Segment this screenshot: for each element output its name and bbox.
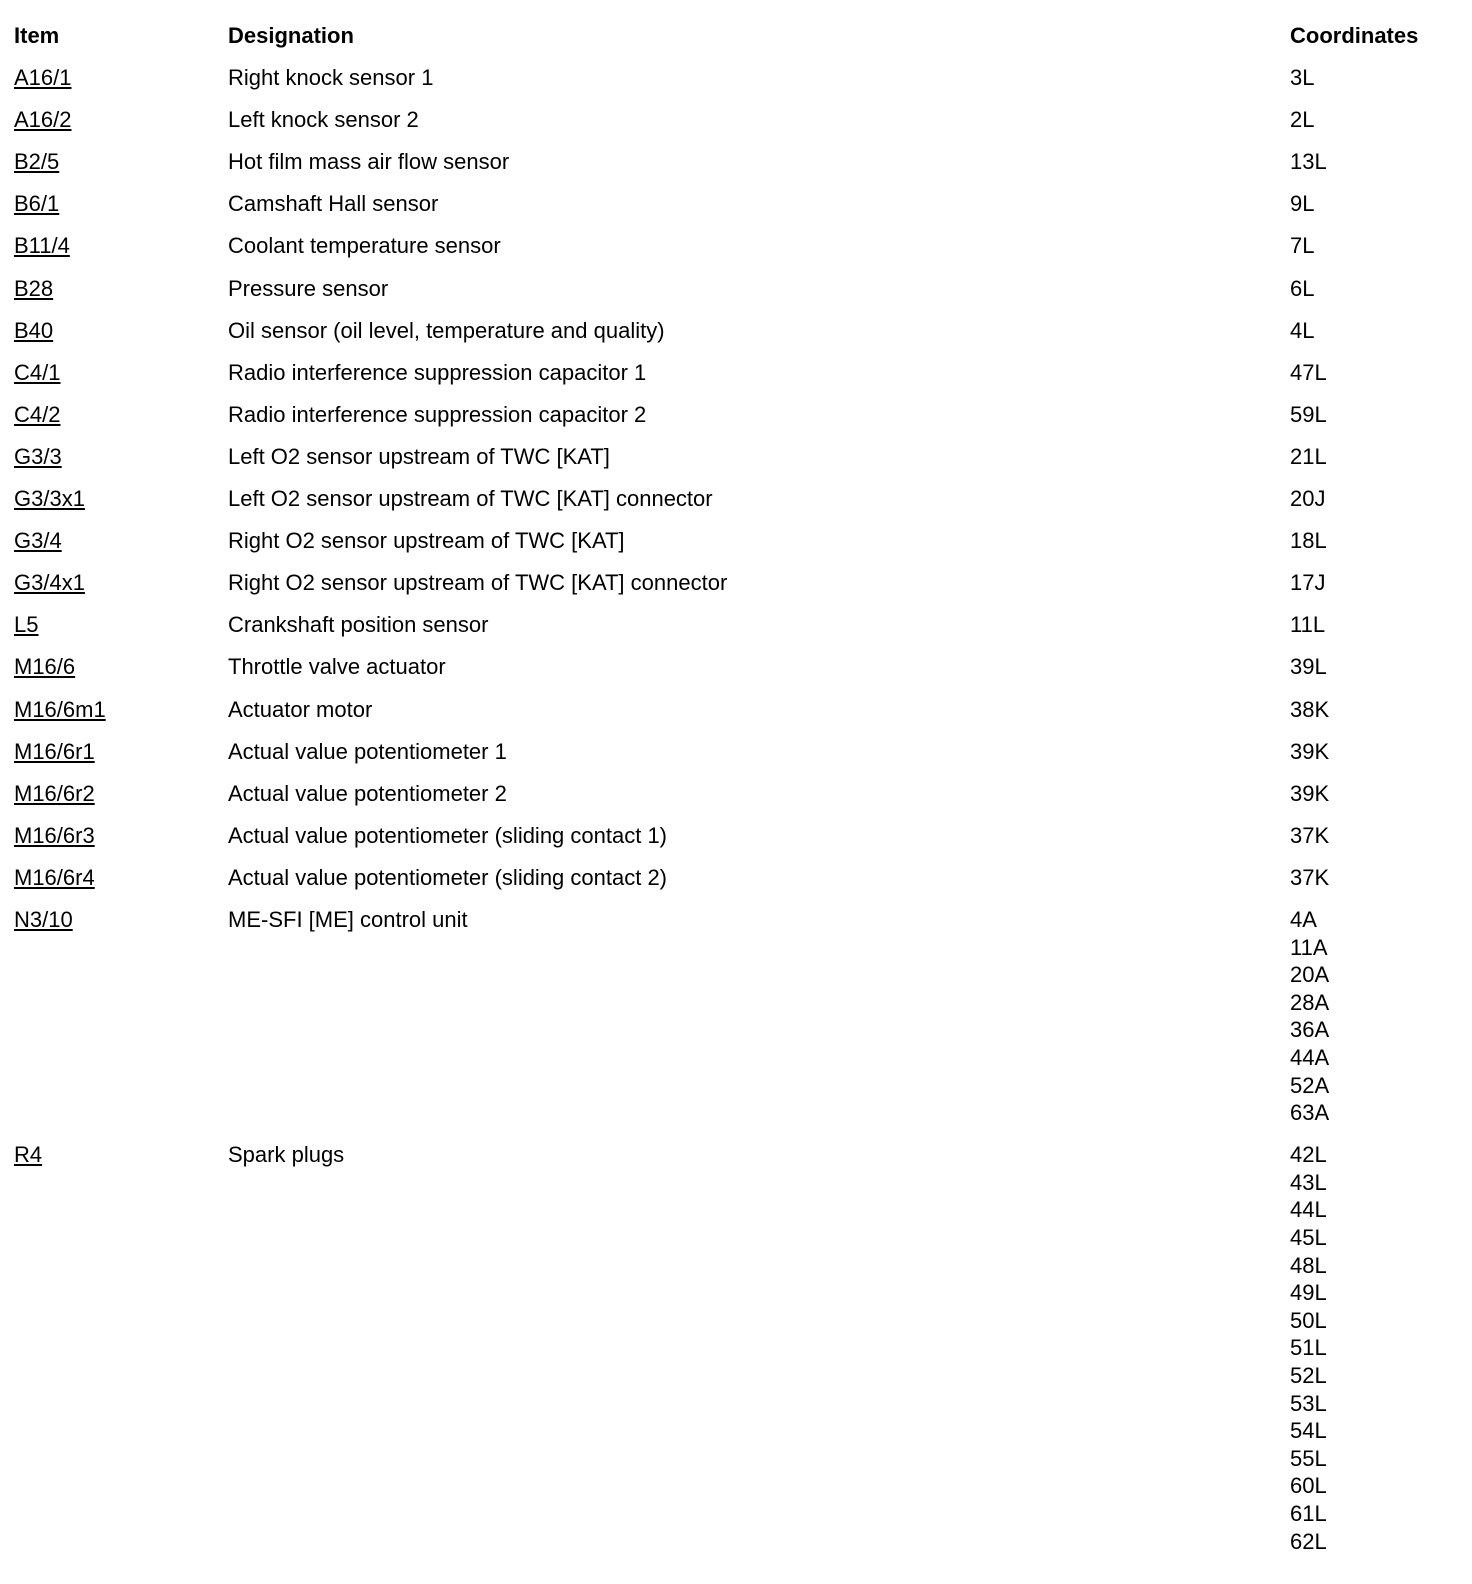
coordinate-value: 13L: [1290, 149, 1327, 175]
item-link[interactable]: B2/5: [14, 149, 60, 175]
designation-text: Camshaft Hall sensor: [228, 191, 439, 217]
designation-text: Right O2 sensor upstream of TWC [KAT] connector: [228, 570, 728, 596]
coordinate-value: 47L: [1290, 359, 1327, 385]
item-link[interactable]: L5: [14, 612, 39, 638]
designation-text: ME-SFI [ME] control unit: [228, 907, 468, 932]
coordinate-value: 49L: [1290, 1280, 1327, 1306]
coordinate-value: 37K: [1290, 864, 1330, 890]
item-link[interactable]: A16/1: [14, 65, 72, 90]
coordinate-value: 3L: [1290, 65, 1315, 90]
coordinate-value: 7L: [1290, 233, 1315, 259]
designation-text: Radio interference suppression capacitor 2: [228, 401, 647, 427]
coordinate-value: 48L: [1290, 1252, 1327, 1278]
item-link[interactable]: C4/2: [14, 401, 61, 427]
designation-text: Oil sensor (oil level, temperature and quality): [228, 317, 665, 343]
designation-text: Actual value potentiometer (sliding contact 2): [228, 864, 668, 890]
coordinates-cell: [1290, 864, 1329, 892]
coordinate-value: 4A: [1290, 907, 1317, 932]
coordinates-cell: [1290, 653, 1327, 681]
coordinate-value: 11L: [1290, 612, 1326, 638]
coordinate-value: 20J: [1290, 486, 1326, 511]
coordinate-value: 52A: [1290, 1072, 1330, 1098]
designation-text: Left O2 sensor upstream of TWC [KAT]: [228, 443, 610, 469]
coordinate-value: 60L: [1290, 1473, 1327, 1499]
coordinate-value: 44L: [1290, 1197, 1327, 1223]
coordinate-value: 39K: [1290, 780, 1330, 806]
coordinate-value: 39L: [1290, 654, 1327, 680]
coordinates-cell: [1290, 148, 1327, 176]
coordinate-value: 37K: [1290, 822, 1330, 848]
coordinates-cell: [1290, 780, 1329, 808]
coordinate-value: 51L: [1290, 1335, 1327, 1361]
item-link[interactable]: G3/3: [14, 443, 62, 469]
coordinate-value: 59L: [1290, 401, 1327, 427]
coordinate-value: 62L: [1290, 1528, 1327, 1554]
coordinates-cell: [1290, 485, 1325, 513]
coordinate-value: 21L: [1290, 443, 1327, 469]
coordinate-value: 9L: [1290, 191, 1315, 217]
item-link[interactable]: M16/6r2: [14, 780, 95, 806]
item-link[interactable]: G3/4: [14, 528, 62, 554]
coordinates-cell: [1290, 106, 1314, 134]
coordinate-value: 61L: [1290, 1500, 1327, 1526]
item-link[interactable]: B40: [14, 317, 54, 343]
coordinates-cell: [1290, 1141, 1327, 1555]
item-link[interactable]: M16/6: [14, 654, 76, 680]
designation-text: Left O2 sensor upstream of TWC [KAT] connector: [228, 486, 713, 511]
coordinates-cell: [1290, 611, 1325, 639]
coordinates-cell: [1290, 906, 1329, 1127]
coordinates-cell: [1290, 822, 1329, 850]
coordinates-cell: [1290, 359, 1327, 387]
coordinates-cell: [1290, 64, 1314, 92]
designation-text: Actuator motor: [228, 696, 373, 722]
coordinate-value: 55L: [1290, 1445, 1327, 1471]
coordinate-value: 39K: [1290, 738, 1330, 764]
coordinate-value: 11A: [1290, 934, 1328, 960]
designation-text: Left knock sensor 2: [228, 107, 419, 133]
coordinate-value: 52L: [1290, 1362, 1327, 1388]
item-link[interactable]: M16/6r4: [14, 864, 95, 890]
coordinate-value: 2L: [1290, 107, 1315, 133]
coordinate-value: 42L: [1290, 1142, 1327, 1168]
coordinates-cell: [1290, 190, 1314, 218]
coordinate-value: 53L: [1290, 1390, 1327, 1416]
item-link[interactable]: G3/4x1: [14, 570, 85, 596]
coordinate-value: 20A: [1290, 962, 1330, 988]
item-link[interactable]: R4: [14, 1142, 43, 1168]
designation-text: Radio interference suppression capacitor 1: [228, 359, 647, 385]
coordinate-value: 28A: [1290, 989, 1330, 1015]
column-header-item: Item: [14, 23, 60, 48]
designation-text: Coolant temperature sensor: [228, 233, 501, 259]
coordinates-cell: [1290, 443, 1327, 471]
table-header: [0, 22, 1472, 52]
item-link[interactable]: B11/4: [14, 233, 70, 259]
item-link[interactable]: M16/6r1: [14, 738, 95, 764]
coordinate-value: 54L: [1290, 1418, 1327, 1444]
coordinate-value: 43L: [1290, 1169, 1327, 1195]
item-link[interactable]: A16/2: [14, 107, 72, 133]
designation-text: Actual value potentiometer 1: [228, 738, 507, 764]
designation-text: Throttle valve actuator: [228, 654, 446, 680]
coordinates-cell: [1290, 401, 1327, 429]
designation-text: Spark plugs: [228, 1142, 345, 1168]
designation-text: Right O2 sensor upstream of TWC [KAT]: [228, 528, 625, 554]
designation-text: Actual value potentiometer 2: [228, 780, 507, 806]
coordinate-value: 38K: [1290, 696, 1330, 722]
item-link[interactable]: B28: [14, 275, 54, 301]
coordinates-cell: [1290, 275, 1314, 303]
coordinate-value: 18L: [1290, 528, 1327, 554]
coordinate-value: 63A: [1290, 1100, 1330, 1126]
coordinates-cell: [1290, 317, 1314, 345]
item-link[interactable]: M16/6m1: [14, 696, 106, 722]
coordinates-cell: [1290, 569, 1325, 597]
designation-text: Pressure sensor: [228, 275, 389, 301]
coordinate-value: 45L: [1290, 1224, 1327, 1250]
item-link[interactable]: M16/6r3: [14, 822, 95, 848]
coordinate-value: 44A: [1290, 1044, 1330, 1070]
designation-text: Right knock sensor 1: [228, 65, 434, 90]
coordinate-value: 4L: [1290, 317, 1315, 343]
coordinates-cell: [1290, 738, 1329, 766]
item-link[interactable]: N3/10: [14, 907, 73, 932]
column-header-coordinates: Coordinates: [1290, 23, 1419, 48]
item-link[interactable]: C4/1: [14, 359, 61, 385]
coordinate-value: 36A: [1290, 1017, 1330, 1043]
designation-text: Crankshaft position sensor: [228, 612, 489, 638]
item-link[interactable]: G3/3x1: [14, 486, 85, 511]
column-header-designation: Designation: [228, 23, 354, 48]
item-link[interactable]: B6/1: [14, 191, 60, 217]
coordinate-value: 17J: [1290, 570, 1326, 596]
coordinates-cell: [1290, 232, 1314, 260]
designation-text: Hot film mass air flow sensor: [228, 149, 510, 175]
coordinates-cell: [1290, 527, 1327, 555]
coordinates-cell: [1290, 696, 1329, 724]
designation-text: Actual value potentiometer (sliding contact 1): [228, 822, 668, 848]
coordinate-value: 50L: [1290, 1307, 1327, 1333]
coordinate-value: 6L: [1290, 275, 1315, 301]
